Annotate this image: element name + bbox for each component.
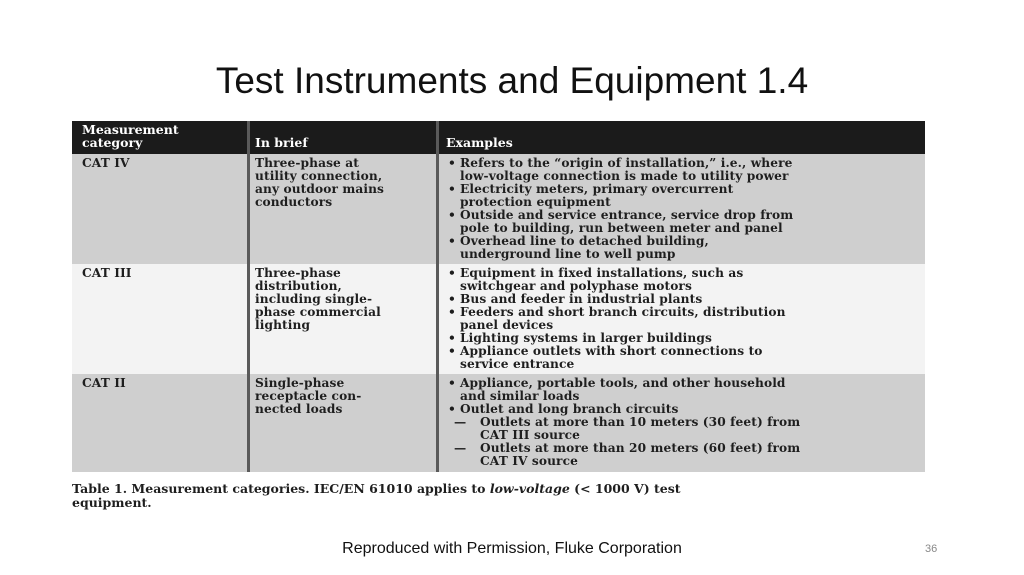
brief-line: Single-phase xyxy=(255,376,345,390)
example-continuation: service entrance xyxy=(460,357,575,371)
table-row xyxy=(72,374,925,472)
row-examples xyxy=(446,157,921,261)
example-bullet: • Equipment in fixed installations, such as xyxy=(446,267,921,280)
brief-line: utility connection, xyxy=(255,169,383,183)
example-bullet: • Feeders and short branch circuits, distribution xyxy=(446,306,921,319)
slide-number: 36 xyxy=(925,543,938,555)
example-bullet: • Overhead line to detached building, xyxy=(446,235,921,248)
brief-line: distribution, xyxy=(255,279,342,293)
example-continuation: pole to building, run between meter and panel xyxy=(460,221,783,235)
example-subitem: — Outlets at more than 10 meters (30 feet) from xyxy=(446,416,921,429)
brief-line: receptacle con- xyxy=(255,389,362,403)
example-continuation: underground line to well pump xyxy=(460,247,676,261)
header-category xyxy=(82,123,179,149)
row-examples xyxy=(446,267,921,371)
table-row xyxy=(72,154,925,264)
example-bullet: • Outside and service entrance, service drop from xyxy=(446,209,921,222)
example-bullet: • Lighting systems in larger buildings xyxy=(446,332,921,345)
example-continuation: CAT IV source xyxy=(480,454,578,468)
header-category-line1: Measurement xyxy=(82,122,179,137)
example-bullet: • Appliance outlets with short connections to xyxy=(446,345,921,358)
caption-label: Table 1. xyxy=(72,481,128,496)
slide-title: Test Instruments and Equipment 1.4 xyxy=(215,60,809,101)
column-divider xyxy=(247,121,250,472)
brief-line: nected loads xyxy=(255,402,343,416)
brief-line: Three-phase xyxy=(255,266,341,280)
header-category-line2: category xyxy=(82,135,143,150)
header-examples: Examples xyxy=(446,135,513,150)
example-continuation: CAT III source xyxy=(480,428,580,442)
example-bullet: • Appliance, portable tools, and other household xyxy=(446,377,921,390)
row-category: CAT III xyxy=(82,266,132,280)
brief-line: any outdoor mains xyxy=(255,182,384,196)
row-brief xyxy=(255,377,433,416)
caption-italic: low-voltage xyxy=(489,481,570,496)
column-divider xyxy=(436,121,439,472)
table-header xyxy=(72,121,925,154)
row-brief xyxy=(255,267,433,332)
brief-line: lighting xyxy=(255,318,311,332)
table-row xyxy=(72,264,925,374)
brief-line: conductors xyxy=(255,195,333,209)
example-bullet: • Bus and feeder in industrial plants xyxy=(446,293,921,306)
row-brief xyxy=(255,157,433,209)
example-continuation: switchgear and polyphase motors xyxy=(460,279,692,293)
row-category: CAT II xyxy=(82,376,126,390)
example-continuation: protection equipment xyxy=(460,195,611,209)
example-subitem: — Outlets at more than 20 meters (60 feet) from xyxy=(446,442,921,455)
caption-line2: equipment. xyxy=(72,495,152,510)
example-bullet: • Refers to the “origin of installation,” i.e., where xyxy=(446,157,921,170)
measurement-category-table xyxy=(72,121,925,472)
example-bullet: • Outlet and long branch circuits xyxy=(446,403,921,416)
example-continuation: low-voltage connection is made to utility power xyxy=(460,169,789,183)
table-caption xyxy=(72,482,932,510)
example-continuation: and similar loads xyxy=(460,389,580,403)
brief-line: including single- xyxy=(255,292,373,306)
example-continuation: panel devices xyxy=(460,318,554,332)
example-bullet: • Electricity meters, primary overcurrent xyxy=(446,183,921,196)
brief-line: Three-phase at xyxy=(255,156,359,170)
header-brief: In brief xyxy=(255,135,308,150)
brief-line: phase commercial xyxy=(255,305,381,319)
footer-credit: Reproduced with Permission, Fluke Corporation xyxy=(342,540,682,557)
row-category: CAT IV xyxy=(82,156,130,170)
row-examples xyxy=(446,377,921,468)
caption-text-after: (< 1000 V) test xyxy=(574,481,681,496)
caption-text: Measurement categories. IEC/EN 61010 applies to xyxy=(131,481,486,496)
